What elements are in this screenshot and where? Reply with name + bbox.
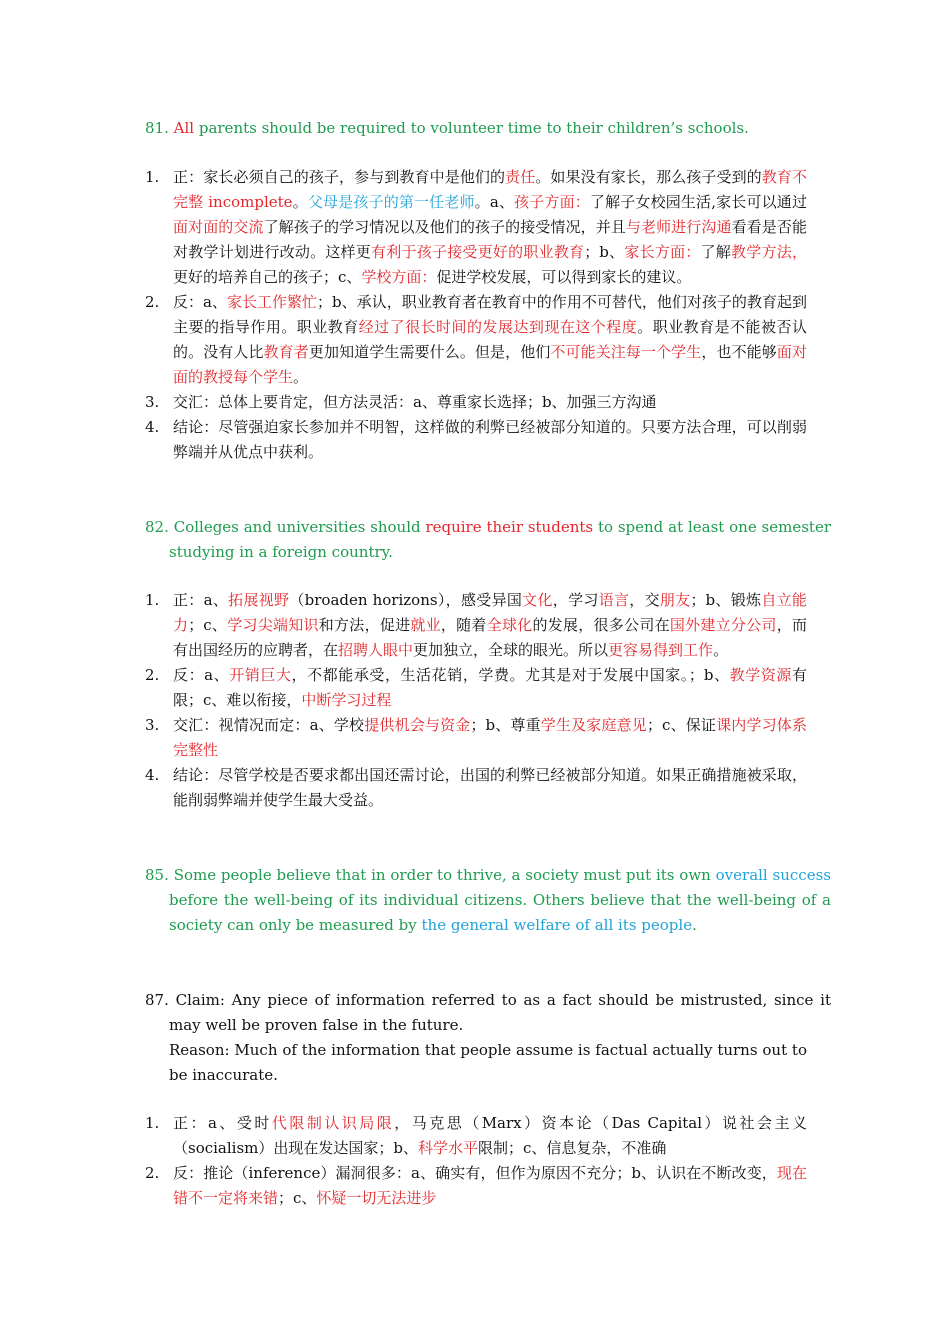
highlight: 学习尖端知识 [227, 616, 319, 634]
text: 更加独立，全球的眼光。所以 [413, 641, 609, 659]
topic-text-highlight: require their students [425, 518, 594, 536]
highlight: 文化 [522, 591, 553, 609]
highlight: 拓展视野 [228, 591, 290, 609]
topic-number: 87. [145, 991, 169, 1009]
text: 更好的培养自己的孩子；c、 [173, 268, 362, 286]
highlight: 责任 [505, 168, 536, 186]
topic-87 [145, 988, 831, 1038]
highlight: 面对面的教授每个学生 [173, 343, 807, 386]
topic-text-highlight: the general welfare of all its people [421, 916, 693, 934]
highlight: 教学资源 [729, 666, 792, 684]
highlight: 就业 [410, 616, 441, 634]
highlight: 开销巨大 [229, 666, 292, 684]
topic-text: before the well-being of its individual citizens. Others believe that the well-being of a society can only be measured by [169, 891, 831, 934]
topic-text: Colleges and universities should [173, 518, 426, 536]
topic-number: 82. [145, 518, 169, 536]
text: 有限；c、难以衔接， [173, 666, 807, 709]
text: ，学习 [552, 591, 599, 609]
highlight: 更容易得到工作 [608, 641, 714, 659]
highlight: 教育者 [263, 343, 309, 361]
text: ；b、锻炼 [690, 591, 762, 609]
list-item [145, 588, 807, 663]
text: ；c、 [188, 616, 228, 634]
text: 更加知道学生需要什么。但是，他们 [308, 343, 551, 361]
topic-text: parents should be required to volunteer time to their children’s schools. [194, 119, 749, 137]
highlight: 国外建立分公司 [669, 616, 777, 634]
item-number: 2. [145, 293, 160, 311]
topic-text-highlight: All [173, 119, 195, 137]
text: ，随着 [440, 616, 487, 634]
highlight: 全球化 [486, 616, 533, 634]
item-number: 1. [145, 591, 160, 609]
text: 交汇：总体上要肯定，但方法灵活：a、尊重家长选择；b、加强三方沟通 [173, 393, 657, 411]
topic-text: . [692, 916, 697, 934]
points-list-81 [145, 165, 807, 465]
highlight: 家长工作繁忙 [226, 293, 318, 311]
highlight: 自立能力 [173, 591, 807, 634]
item-number: 2. [145, 1164, 160, 1182]
text: 的发展，很多公司在 [532, 616, 670, 634]
text: ；b、 [584, 243, 625, 261]
text: ，也不能够 [701, 343, 777, 361]
text: ；b、尊重 [470, 716, 541, 734]
highlight: 现在错不一定将来错 [173, 1164, 807, 1207]
topic-claim: Claim: Any piece of information referred to as a fact should be mistrusted, since it may well be proven false in the future. [169, 991, 831, 1034]
text: ，而有出国经历的应聘者，在 [173, 616, 807, 659]
highlight: 学校方面： [361, 268, 437, 286]
list-item [145, 1161, 807, 1211]
topic-number: 81. [145, 119, 169, 137]
highlight: 孩子方面： [514, 193, 590, 211]
topic-81 [145, 116, 831, 141]
highlight: 语言 [598, 591, 630, 609]
text: 结论：尽管强迫家长参加并不明智，这样做的利弊已经被部分知道的。只要方法合理，可以削弱弊端并从优点中获利。 [173, 418, 807, 461]
text: 促进学校发展，可以得到家长的建议。 [436, 268, 692, 286]
item-number: 1. [145, 1114, 160, 1132]
highlight: 代限制认识局限 [271, 1114, 395, 1132]
highlight: 面对面的交流 [173, 218, 264, 236]
topic-text-highlight: overall success [715, 866, 831, 884]
text: 。 [293, 368, 309, 386]
highlight: 招聘人眼中 [338, 641, 414, 659]
text: 了解子女校园生活,家长可以通过 [589, 193, 807, 211]
list-item [145, 290, 807, 390]
highlight: 教学方法， [731, 243, 807, 261]
highlight: 与老师进行沟通 [625, 218, 732, 236]
item-number: 3. [145, 393, 160, 411]
topic-text: to spend at least one semester studying in a foreign country. [169, 518, 831, 561]
text: （broaden horizons），感受异国 [289, 591, 523, 609]
text: ，马克思（Marx）资本论（Das Capital）说社会主义（socialism）出现在发达国家；b、 [173, 1114, 807, 1157]
highlight: 家长方面： [624, 243, 701, 261]
text: ；b、承认，职业教育者在教育中的作用不可替代，他们对孩子的教育起到主要的指导作用。职业教育 [173, 293, 807, 336]
list-item [145, 415, 807, 465]
list-item [145, 713, 807, 763]
text: ，交 [629, 591, 660, 609]
highlight: 朋友 [659, 591, 691, 609]
text: ；c、 [278, 1189, 317, 1207]
highlight: 经过了很长时间的发展达到现在这个程度 [358, 318, 638, 336]
highlight: 不可能关注每一个学生 [550, 343, 702, 361]
item-number: 2. [145, 666, 160, 684]
text: 正：a、受时 [173, 1114, 272, 1132]
text: 正：a、 [173, 591, 229, 609]
highlight: 教育不完整 incomplete [173, 168, 807, 211]
topic-number: 85. [145, 866, 169, 884]
topic-82 [145, 515, 831, 565]
topic-text: Some people believe that in order to thrive, a society must put its own [173, 866, 716, 884]
text: 反：a、 [173, 293, 227, 311]
text: 了解 [700, 243, 732, 261]
text: 。 [713, 641, 729, 659]
points-list-82 [145, 588, 807, 813]
text: 。 [292, 193, 308, 211]
highlight: 有利于孩子接受更好的职业教育 [371, 243, 585, 261]
list-item [145, 1111, 807, 1161]
item-number: 4. [145, 766, 160, 784]
text: 看看是否能对教学计划进行改动。这样更 [173, 218, 807, 261]
text: 。如果没有家长，那么孩子受到的 [535, 168, 762, 186]
highlight: 课内学习体系完整性 [173, 716, 807, 759]
text: 正：家长必须自己的孩子，参与到教育中是他们的 [173, 168, 506, 186]
highlight: 提供机会与资金 [364, 716, 471, 734]
highlight: 科学水平 [418, 1139, 479, 1157]
item-number: 3. [145, 716, 160, 734]
topic-85 [145, 863, 831, 938]
text: ；c、保证 [647, 716, 717, 734]
text: 了解孩子的学习情况以及他们的孩子的接受情况，并且 [263, 218, 626, 236]
text: 交汇：视情况而定：a、学校 [173, 716, 365, 734]
text: 限制；c、信息复杂，不准确 [478, 1139, 667, 1157]
list-item [145, 390, 807, 415]
item-number: 4. [145, 418, 160, 436]
topic-reason: Reason: Much of the information that people assume is factual actually turns out to be inaccurate. [169, 1041, 807, 1084]
item-number: 1. [145, 168, 160, 186]
text: 。职业教育是不能被否认的。没有人比 [173, 318, 807, 361]
text: 反：a、 [173, 666, 230, 684]
highlight-blue: 父母是孩子的第一任老师 [307, 193, 475, 211]
highlight: 学生及家庭意见 [540, 716, 647, 734]
points-list-87 [145, 1111, 807, 1211]
list-item [145, 165, 807, 290]
text: 和方法，促进 [318, 616, 411, 634]
list-item [145, 763, 807, 813]
text: 反：推论（inference）漏洞很多：a、确实有，但作为原因不充分；b、认识在不断改变， [173, 1164, 777, 1182]
list-item [145, 663, 807, 713]
highlight: 中断学习过程 [301, 691, 392, 709]
text: ，不都能承受，生活花销，学费。尤其是对于发展中国家。；b、 [291, 666, 730, 684]
topic-87-reason [169, 1038, 807, 1088]
text: 。a、 [474, 193, 515, 211]
highlight: 怀疑一切无法进步 [316, 1189, 437, 1207]
text: 结论：尽管学校是否要求都出国还需讨论，出国的利弊已经被部分知道。如果正确措施被采取，能削弱弊端并使学生最大受益。 [173, 766, 807, 809]
